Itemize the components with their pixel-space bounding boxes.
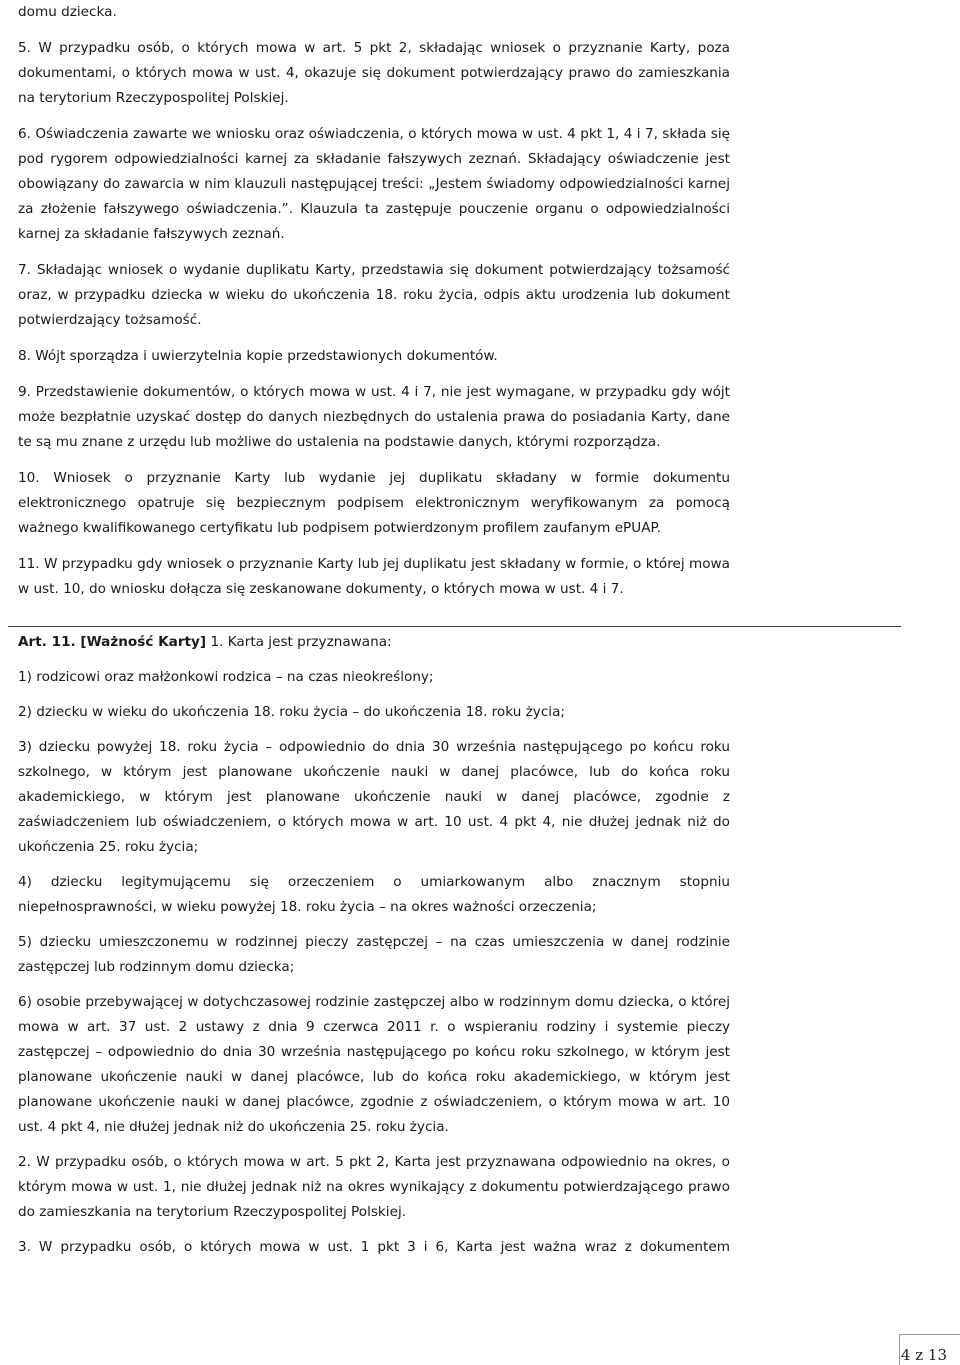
page-number: 4 z 13: [900, 1346, 947, 1364]
article-item-5: 5) dziecku umieszczonemu w rodzinnej pieczy zastępczej – na czas umieszczenia w danej rodzinie zastępczej lub rodzinnym domu dziecka;: [18, 934, 730, 975]
article-item-6: 6) osobie przebywającej w dotychczasowej rodzinie zastępczej albo w rodzinnym domu dziecka, o której mowa w art. 37 ust. 2 ustawy z dnia 9 czerwca 2011 r. o wspieraniu rodziny i systemie pieczy zastępczej – odpowiednio do dnia 30 września następującego po końcu roku szkolnego, w którym jest planowane ukończenie nauki w danej placówce, lub do końca roku akademickiego, w którym jest planowane ukończenie nauki w danej placówce, zgodnie z oświadczeniem, o którym mowa w art. 10 ust. 4 pkt 4, nie dłużej jednak niż do ukończenia 25. roku życia.: [18, 994, 730, 1135]
article-item-3: 3) dziecku powyżej 18. roku życia – odpowiednio do dnia 30 września następującego po końcu roku szkolnego, w którym jest planowane ukończenie nauki w danej placówce, lub do końca roku akademickiego, w którym jest planowane ukończenie nauki w danej placówce, zgodnie z zaświadczeniem lub oświadczeniem, o których mowa w art. 10 ust. 4 pkt 4, nie dłużej jednak niż do ukończenia 25. roku życia;: [18, 739, 730, 855]
paragraph-5: 5. W przypadku osób, o których mowa w art. 5 pkt 2, składając wniosek o przyznanie Karty, poza dokumentami, o których mowa w ust. 4, okazuje się dokument potwierdzający prawo do zamieszkania na terytorium Rzeczypospolitej Polskiej.: [18, 40, 730, 106]
article-section-3: 3. W przypadku osób, o których mowa w ust. 1 pkt 3 i 6, Karta jest ważna wraz z dokumentem: [18, 1239, 730, 1255]
document-body: [18, 0, 730, 1260]
paragraph-9: 9. Przedstawienie dokumentów, o których mowa w ust. 4 i 7, nie jest wymagane, w przypadku gdy wójt może bezpłatnie uzyskać dostęp do danych niezbędnych do ustalenia prawa do posiadania Karty, dane te są mu znane z urzędu lub możliwe do ustalenia na podstawie danych, którymi rozporządza.: [18, 384, 730, 450]
article-divider: [8, 626, 901, 627]
article-intro: 1. Karta jest przyznawana:: [206, 634, 392, 650]
paragraph-10: 10. Wniosek o przyznanie Karty lub wydanie jej duplikatu składany w formie dokumentu elektronicznego opatruje się bezpiecznym podpisem elektronicznym weryfikowanym za pomocą ważnego kwalifikowanego certyfikatu lub podpisem potwierdzonym profilem zaufanym ePUAP.: [18, 470, 730, 536]
article-item-2: 2) dziecku w wieku do ukończenia 18. roku życia – do ukończenia 18. roku życia;: [18, 704, 565, 720]
article-section-2: 2. W przypadku osób, o których mowa w art. 5 pkt 2, Karta jest przyznawana odpowiednio na okres, o którym mowa w ust. 1, nie dłużej jednak niż na okres wynikający z dokumentu potwierdzającego prawo do zamieszkania na terytorium Rzeczypospolitej Polskiej.: [18, 1154, 730, 1220]
article-item-4: 4) dziecku legitymującemu się orzeczeniem o umiarkowanym albo znacznym stopniu niepełnosprawności, w wieku powyżej 18. roku życia – na okres ważności orzeczenia;: [18, 874, 730, 915]
paragraph-7: 7. Składając wniosek o wydanie duplikatu Karty, przedstawia się dokument potwierdzający tożsamość oraz, w przypadku dziecka w wieku do ukończenia 18. roku życia, odpis aktu urodzenia lub dokument potwierdzający tożsamość.: [18, 262, 730, 328]
article-item-1: 1) rodzicowi oraz małżonkowi rodzica – na czas nieokreślony;: [18, 669, 434, 685]
paragraph-8: 8. Wójt sporządza i uwierzytelnia kopie przedstawionych dokumentów.: [18, 348, 498, 364]
paragraph-6: 6. Oświadczenia zawarte we wniosku oraz oświadczenia, o których mowa w ust. 4 pkt 1, 4 i 7, składa się pod rygorem odpowiedzialności karnej za składanie fałszywych zeznań. Składający oświadczenie jest obowiązany do zawarcia w nim klauzuli następującej treści: „Jestem świadomy odpowiedzialności karnej za złożenie fałszywego oświadczenia.”. Klauzula ta zastępuje pouczenie organu o odpowiedzialności karnej za składanie fałszywych zeznań.: [18, 126, 730, 242]
paragraph-continuation: domu dziecka.: [18, 4, 117, 20]
article-title: Art. 11. [Ważność Karty]: [18, 634, 207, 650]
paragraph-11: 11. W przypadku gdy wniosek o przyznanie Karty lub jej duplikatu jest składany w formie, o której mowa w ust. 10, do wniosku dołącza się zeskanowane dokumenty, o których mowa w ust. 4 i 7.: [18, 556, 730, 597]
article-11-heading: [18, 630, 730, 655]
